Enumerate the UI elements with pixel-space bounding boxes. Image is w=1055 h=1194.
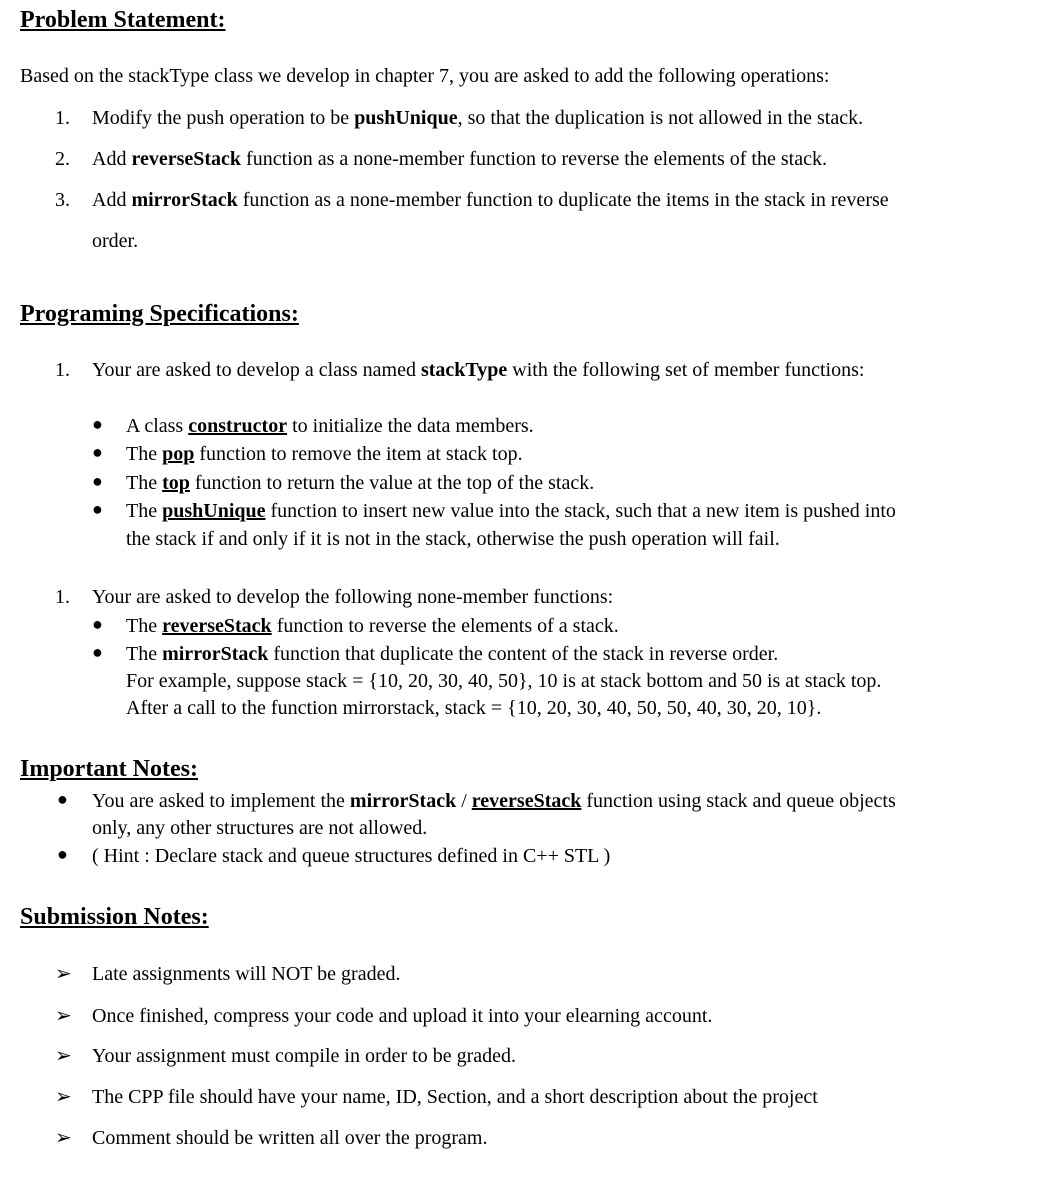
list-item: ( Hint : Declare stack and queue structures defined in C++ STL ) — [92, 845, 611, 867]
bullet-icon: ● — [92, 642, 103, 662]
list-item: The reverseStack function to reverse the elements of a stack. — [126, 615, 619, 637]
list-item: The top function to return the value at the top of the stack. — [126, 472, 595, 494]
list-item: The mirrorStack function that duplicate the content of the stack in reverse order. — [126, 643, 779, 665]
notes-heading: Important Notes: — [20, 756, 198, 782]
arrow-bullet-icon: ➢ — [55, 1005, 72, 1027]
list-item-continuation: the stack if and only if it is not in the stack, otherwise the push operation will fail. — [126, 528, 780, 550]
list-item-continuation: only, any other structures are not allowed. — [92, 817, 428, 839]
list-item-continuation: order. — [92, 230, 139, 252]
problem-heading: Problem Statement: — [20, 7, 226, 33]
arrow-bullet-icon: ➢ — [55, 963, 72, 985]
list-item: The pop function to remove the item at stack top. — [126, 443, 523, 465]
list-item: The CPP file should have your name, ID, Section, and a short description about the project — [92, 1086, 818, 1108]
spec-item-nonmembers: Your are asked to develop the following none-member functions: — [92, 586, 614, 608]
spec-item-members: Your are asked to develop a class named stackType with the following set of member functions: — [92, 359, 865, 381]
list-number: 3. — [55, 189, 70, 211]
bullet-icon: ● — [92, 414, 103, 434]
problem-intro: Based on the stackType class we develop in chapter 7, you are asked to add the following operations: — [20, 65, 830, 87]
list-item: Your assignment must compile in order to be graded. — [92, 1045, 517, 1067]
bullet-icon: ● — [92, 442, 103, 462]
arrow-bullet-icon: ➢ — [55, 1086, 72, 1108]
list-item: Add reverseStack function as a none-member function to reverse the elements of the stack. — [92, 148, 827, 170]
bullet-icon: ● — [92, 471, 103, 491]
list-item: Comment should be written all over the program. — [92, 1127, 488, 1149]
list-item: A class constructor to initialize the data members. — [126, 415, 534, 437]
arrow-bullet-icon: ➢ — [55, 1045, 72, 1067]
spec-heading: Programing Specifications: — [20, 301, 299, 327]
list-item: Late assignments will NOT be graded. — [92, 963, 401, 985]
list-item: Add mirrorStack function as a none-member function to duplicate the items in the stack in reverse — [92, 189, 889, 211]
bullet-icon: ● — [57, 789, 68, 809]
list-number: 2. — [55, 148, 70, 170]
list-number: 1. — [55, 359, 70, 381]
example-line: For example, suppose stack = {10, 20, 30, 40, 50}, 10 is at stack bottom and 50 is at stack top. — [126, 670, 882, 692]
list-item: Modify the push operation to be pushUnique, so that the duplication is not allowed in the stack. — [92, 107, 864, 129]
list-number: 1. — [55, 586, 70, 608]
example-line: After a call to the function mirrorstack, stack = {10, 20, 30, 40, 50, 50, 40, 30, 20, 10}. — [126, 697, 822, 719]
submission-heading: Submission Notes: — [20, 904, 209, 930]
bullet-icon: ● — [57, 844, 68, 864]
list-item: Once finished, compress your code and upload it into your elearning account. — [92, 1005, 713, 1027]
bullet-icon: ● — [92, 499, 103, 519]
bullet-icon: ● — [92, 614, 103, 634]
list-number: 1. — [55, 107, 70, 129]
list-item: The pushUnique function to insert new value into the stack, such that a new item is pushed into — [126, 500, 896, 522]
arrow-bullet-icon: ➢ — [55, 1127, 72, 1149]
list-item: You are asked to implement the mirrorStack / reverseStack function using stack and queue objects — [92, 790, 896, 812]
